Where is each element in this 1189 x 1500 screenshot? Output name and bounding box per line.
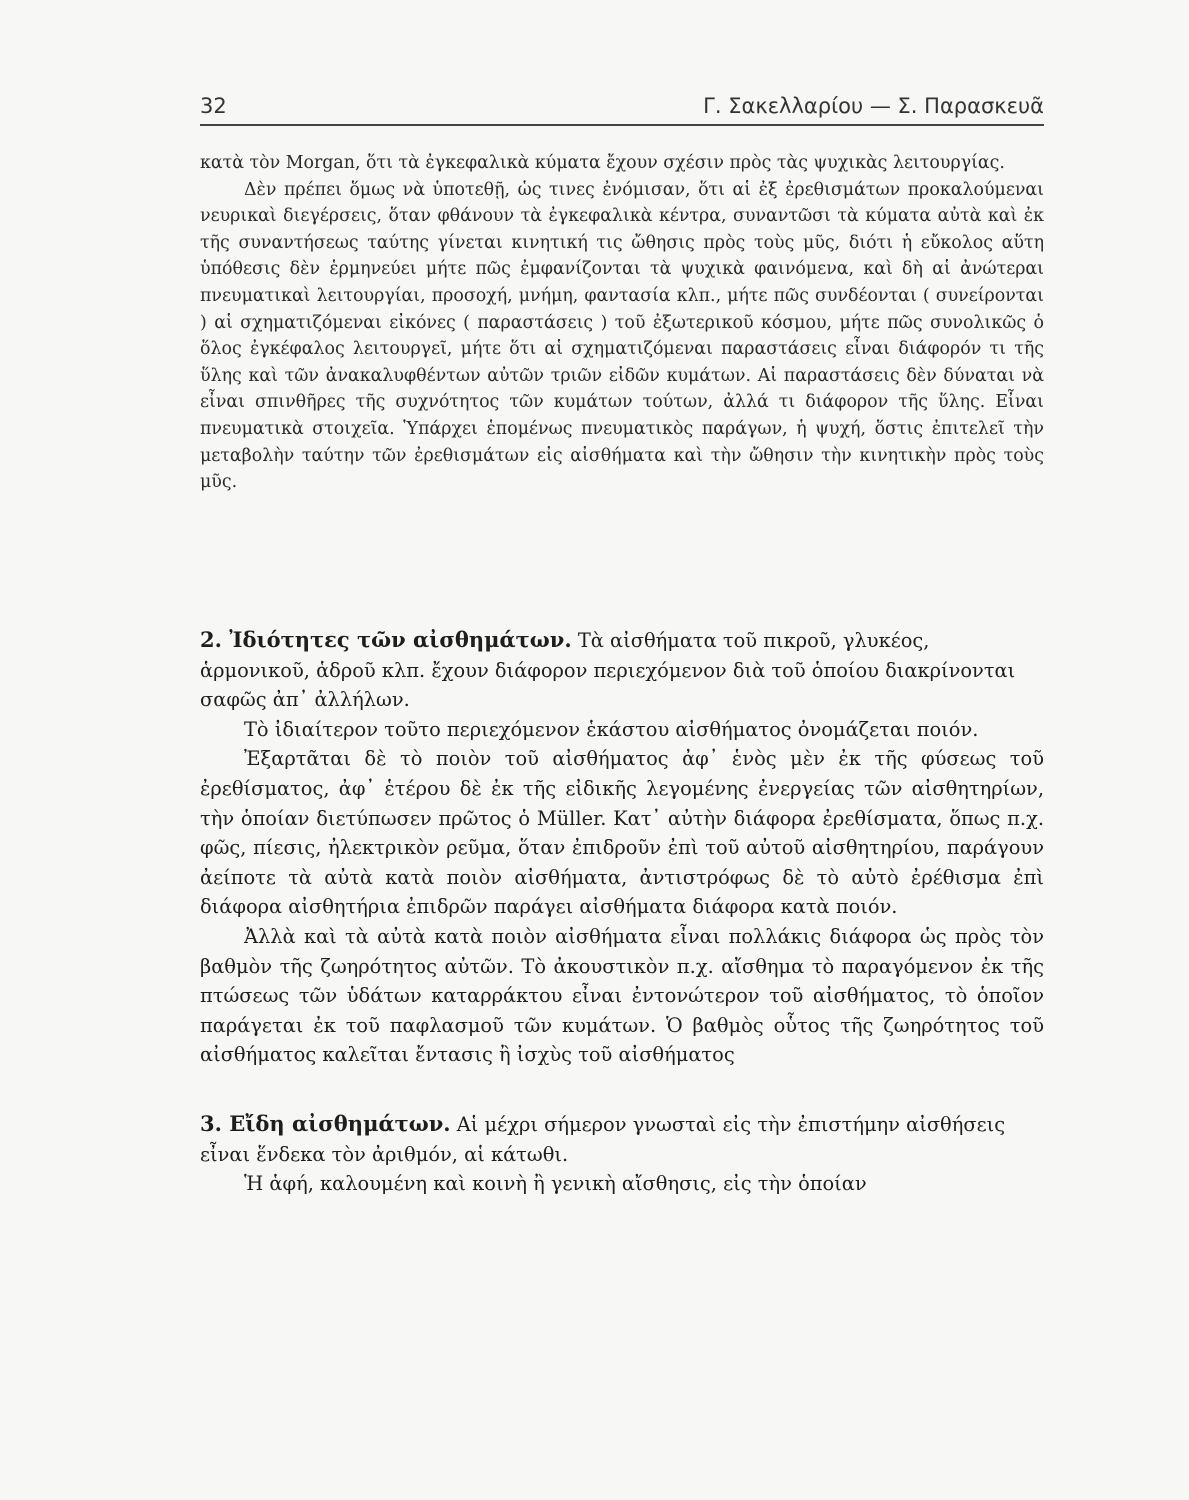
section-2 <box>200 625 1044 1070</box>
paragraph-hypothesis: Δὲν πρέπει ὅμως νὰ ὑποτεθῇ, ὡς τινες ἐνόμισαν, ὅτι αἱ ἐξ ἐρεθισμάτων προκαλούμεναι νευρικαὶ διεγέρσεις, ὅταν φθάνουν τὰ ἐγκεφαλικὰ κέντρα, συναντῶσι τὰ κύματα αὐτὰ καὶ ἐκ τῆς συναντήσεως ταύτης γίνεται κινητική τις ὤθησις πρὸς τοὺς μῦς, διότι ἡ εὔκολος αὕτη ὑπόθεσις δὲν ἑρμηνεύει μήτε πῶς ἐμφανίζονται τὰ ψυχικὰ φαινόμενα, καὶ δὴ αἱ ἀνώτεραι πνευματικαὶ λειτουργίαι, προσοχή, μνήμη, φαντασία κλπ., μήτε πῶς συνδέονται ( συνείρονται ) αἱ σχηματιζόμεναι εἰκόνες ( παραστάσεις ) τοῦ ἐξωτερικοῦ κόσμου, μήτε πῶς συνολικῶς ὁ ὅλος ἐγκέφαλος λειτουργεῖ, μήτε ὅτι αἱ σχηματιζόμεναι παραστάσεις εἶναι διάφορόν τι τῆς ὕλης καὶ τῶν ἀνακαλυφθέντων αὐτῶν τριῶν εἰδῶν κυμάτων. Αἱ παραστάσεις δὲν δύναται νὰ εἶναι σπινθῆρες τῆς συχνότητος τῶν κυμάτων τούτων, ἀλλά τι διάφορον τῆς ὕλης. Εἶναι πνευματικὰ στοιχεῖα. Ὑπάρχει ἑπομένως πνευματικὸς παράγων, ἡ ψυχή, ὅστις ἐπιτελεῖ τὴν μεταβολὴν ταύτην τῶν ἐρεθισμάτων εἰς αἰσθήματα καὶ τὴν ὤθησιν τὴν κινητικὴν πρὸς τοὺς μῦς. <box>200 179 1044 493</box>
section-2-heading: 2. Ἰδιότητες τῶν αἰσθημάτων. <box>200 627 572 652</box>
section-2-intro: Τὰ αἰσθήματα τοῦ πικροῦ, γλυκέος, ἁρμονικοῦ, ἁδροῦ κλπ. ἔχουν διάφορον περιεχόμενον διὰ τοῦ ὁποίου διακρίνονται σαφῶς ἀπ᾿ ἀλλήλων. <box>200 629 1016 712</box>
section-3 <box>200 1109 1044 1199</box>
paragraph-intensity: Ἀλλὰ καὶ τὰ αὐτὰ κατὰ ποιὸν αἰσθήματα εἶναι πολλάκις διάφορα ὡς πρὸς τὸν βαθμὸν τῆς ζωηρότητος αὐτῶν. Τὸ ἀκουστικὸν π.χ. αἴσθημα τὸ παραγόμενον ἐκ τῆς πτώσεως τῶν ὑδάτων καταρράκτου εἶναι ἐντονώτερον τοῦ αἰσθήματος, τὸ ὁποῖον παράγεται ἐκ τοῦ παφλασμοῦ τῶν κυμάτων. Ὁ βαθμὸς οὗτος τῆς ζωηρότητος τοῦ αἰσθήματος καλεῖται ἔντασις ἢ ἰσχὺς τοῦ αἰσθήματος <box>200 924 1044 1067</box>
paragraph-poion: Τὸ ἰδιαίτερον τοῦτο περιεχόμενον ἑκάστου αἰσθήματος ὀνομάζεται ποιόν. <box>244 717 979 741</box>
paragraph-muller: Ἐξαρτᾶται δὲ τὸ ποιὸν τοῦ αἰσθήματος ἀφ᾿ ἑνὸς μὲν ἐκ τῆς φύσεως τοῦ ἐρεθίσματος, ἀφ᾿ ἑτέρου δὲ ἐκ τῆς εἰδικῆς λεγομένης ἐνεργείας τῶν αἰσθητηρίων, τὴν ὁποίαν διετύπωσεν πρῶτος ὁ Müller. Κατ᾿ αὐτὴν διάφορα ἐρεθίσματα, ὅπως π.χ. φῶς, πίεσις, ἠλεκτρικὸν ρεῦμα, ὅταν ἐπιδροῦν ἐπὶ τοῦ αὐτοῦ αἰσθητηρίου, παράγουν ἀείποτε τὰ αὐτὰ κατὰ ποιὸν αἰσθήματα, ἀντιστρόφως δὲ τὸ αὐτὸ ἐρέθισμα ἐπὶ διάφορα αἰσθητήρια ἐπιδρῶν παράγει αἰσθήματα διάφορα κατὰ ποιόν. <box>200 747 1044 919</box>
paragraph-morgan: κατὰ τὸν Morgan, ὅτι τὰ ἐγκεφαλικὰ κύματα ἔχουν σχέσιν πρὸς τὰς ψυχικὰς λειτουργίας. <box>200 153 1005 173</box>
main-text <box>200 625 1044 1199</box>
page-header <box>200 84 1044 118</box>
running-title: Γ. Σακελλαρίου — Σ. Παρασκευᾶ <box>703 94 1044 118</box>
section-3-intro: Αἱ μέχρι σήμερον γνωσταὶ εἰς τὴν ἐπιστήμην αἰσθήσεις εἶναι ἕνδεκα τὸν ἀριθμόν, αἱ κάτωθι. <box>200 1112 1006 1166</box>
paragraph-touch: Ἡ ἁφή, καλουμένη καὶ κοινὴ ἢ γενικὴ αἴσθησις, εἰς τὴν ὁποίαν <box>244 1172 867 1196</box>
header-rule <box>200 124 1044 126</box>
section-3-heading: 3. Εἴδη αἰσθημάτων. <box>200 1110 451 1136</box>
intro-text <box>200 150 1044 496</box>
page-number: 32 <box>200 94 227 118</box>
